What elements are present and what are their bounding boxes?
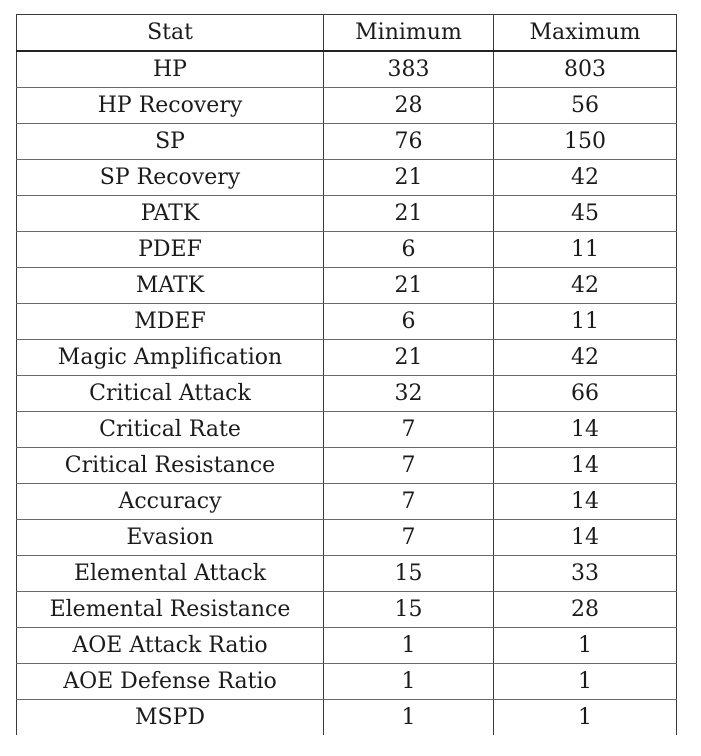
table-row [17, 664, 677, 700]
maximum-cell: 11 [494, 304, 677, 340]
minimum-cell: 7 [324, 448, 494, 484]
stat-name-cell: MSPD [17, 700, 324, 736]
stat-table [16, 14, 677, 735]
stat-name-cell: AOE Defense Ratio [17, 664, 324, 700]
minimum-cell: 7 [324, 484, 494, 520]
table-row [17, 340, 677, 376]
maximum-cell: 42 [494, 268, 677, 304]
table-row [17, 376, 677, 412]
stat-name-cell: PDEF [17, 232, 324, 268]
stat-name-cell: Critical Rate [17, 412, 324, 448]
maximum-cell: 42 [494, 340, 677, 376]
table-row [17, 628, 677, 664]
maximum-cell: 14 [494, 484, 677, 520]
maximum-cell: 150 [494, 124, 677, 160]
stat-name-cell: Evasion [17, 520, 324, 556]
stat-name-cell: SP [17, 124, 324, 160]
table-row [17, 232, 677, 268]
stat-name-cell: AOE Attack Ratio [17, 628, 324, 664]
stat-name-cell: Elemental Resistance [17, 592, 324, 628]
stat-name-cell: HP Recovery [17, 88, 324, 124]
minimum-cell: 21 [324, 196, 494, 232]
maximum-cell: 14 [494, 520, 677, 556]
minimum-cell: 1 [324, 628, 494, 664]
minimum-cell: 7 [324, 412, 494, 448]
table-row [17, 160, 677, 196]
header-maximum: Maximum [494, 15, 677, 52]
maximum-cell: 1 [494, 700, 677, 736]
stat-name-cell: Critical Attack [17, 376, 324, 412]
stat-name-cell: Magic Amplification [17, 340, 324, 376]
maximum-cell: 56 [494, 88, 677, 124]
minimum-cell: 6 [324, 232, 494, 268]
table-row [17, 700, 677, 736]
stat-name-cell: SP Recovery [17, 160, 324, 196]
table-row [17, 448, 677, 484]
minimum-cell: 15 [324, 592, 494, 628]
minimum-cell: 76 [324, 124, 494, 160]
maximum-cell: 14 [494, 448, 677, 484]
stat-name-cell: Critical Resistance [17, 448, 324, 484]
maximum-cell: 803 [494, 51, 677, 88]
maximum-cell: 1 [494, 628, 677, 664]
stat-name-cell: HP [17, 51, 324, 88]
table-row [17, 484, 677, 520]
maximum-cell: 11 [494, 232, 677, 268]
table-row [17, 196, 677, 232]
table-row [17, 124, 677, 160]
header-stat: Stat [17, 15, 324, 52]
table-row [17, 412, 677, 448]
minimum-cell: 1 [324, 700, 494, 736]
minimum-cell: 28 [324, 88, 494, 124]
maximum-cell: 42 [494, 160, 677, 196]
maximum-cell: 14 [494, 412, 677, 448]
table-row [17, 51, 677, 88]
minimum-cell: 21 [324, 160, 494, 196]
stat-name-cell: Elemental Attack [17, 556, 324, 592]
minimum-cell: 15 [324, 556, 494, 592]
stat-name-cell: PATK [17, 196, 324, 232]
table-row [17, 88, 677, 124]
stat-name-cell: Accuracy [17, 484, 324, 520]
table-body [17, 51, 677, 735]
minimum-cell: 1 [324, 664, 494, 700]
stat-name-cell: MATK [17, 268, 324, 304]
header-row [17, 15, 677, 52]
header-minimum: Minimum [324, 15, 494, 52]
maximum-cell: 45 [494, 196, 677, 232]
table-row [17, 592, 677, 628]
table-row [17, 556, 677, 592]
stat-name-cell: MDEF [17, 304, 324, 340]
maximum-cell: 33 [494, 556, 677, 592]
minimum-cell: 21 [324, 340, 494, 376]
maximum-cell: 28 [494, 592, 677, 628]
table-row [17, 304, 677, 340]
minimum-cell: 7 [324, 520, 494, 556]
maximum-cell: 66 [494, 376, 677, 412]
maximum-cell: 1 [494, 664, 677, 700]
table-row [17, 268, 677, 304]
minimum-cell: 383 [324, 51, 494, 88]
minimum-cell: 21 [324, 268, 494, 304]
minimum-cell: 32 [324, 376, 494, 412]
minimum-cell: 6 [324, 304, 494, 340]
table-row [17, 520, 677, 556]
